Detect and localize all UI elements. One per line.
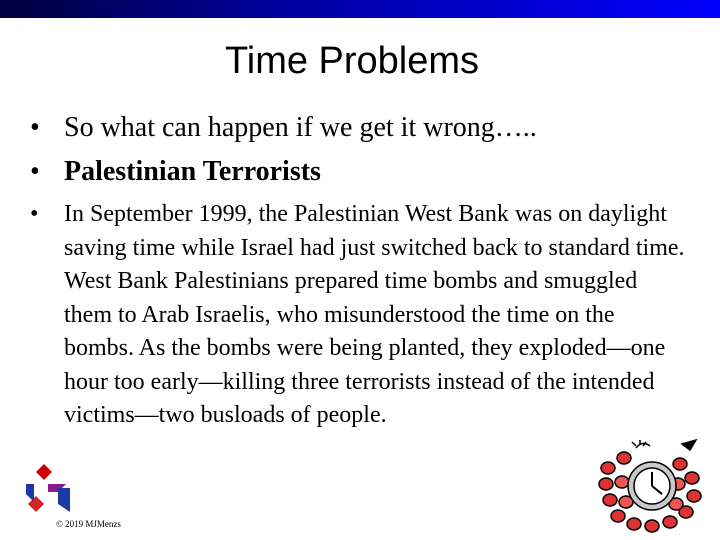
bullet-marker: • (30, 156, 40, 187)
time-bomb-dynamite-icon (596, 438, 708, 534)
copyright-text: © 2019 MJMenzs (56, 519, 121, 529)
sub-bullet-text: In September 1999, the Palestinian West Bank was on daylight saving time while Israel had just switched back to standard time. West Bank Palestinians prepared time bombs and smuggled them to Arab Israelis, who misunderstood the time on the bombs. As the bombs were being planted, they exploded—one hour too early—killing three terrorists instead of the intended victims—two busloads of people. (64, 201, 685, 428)
diamond-arrows-logo-icon (22, 462, 74, 514)
sub-bullet-item (30, 198, 690, 433)
bullet-text: So what can happen if we get it wrong….. (64, 112, 537, 143)
slide-title: Time Problems (224, 40, 480, 82)
top-gradient-bar (0, 0, 720, 18)
bullet-text: Palestinian Terrorists (64, 156, 321, 187)
bullet-marker: • (30, 112, 40, 143)
sub-bullet-marker: • (30, 201, 39, 227)
